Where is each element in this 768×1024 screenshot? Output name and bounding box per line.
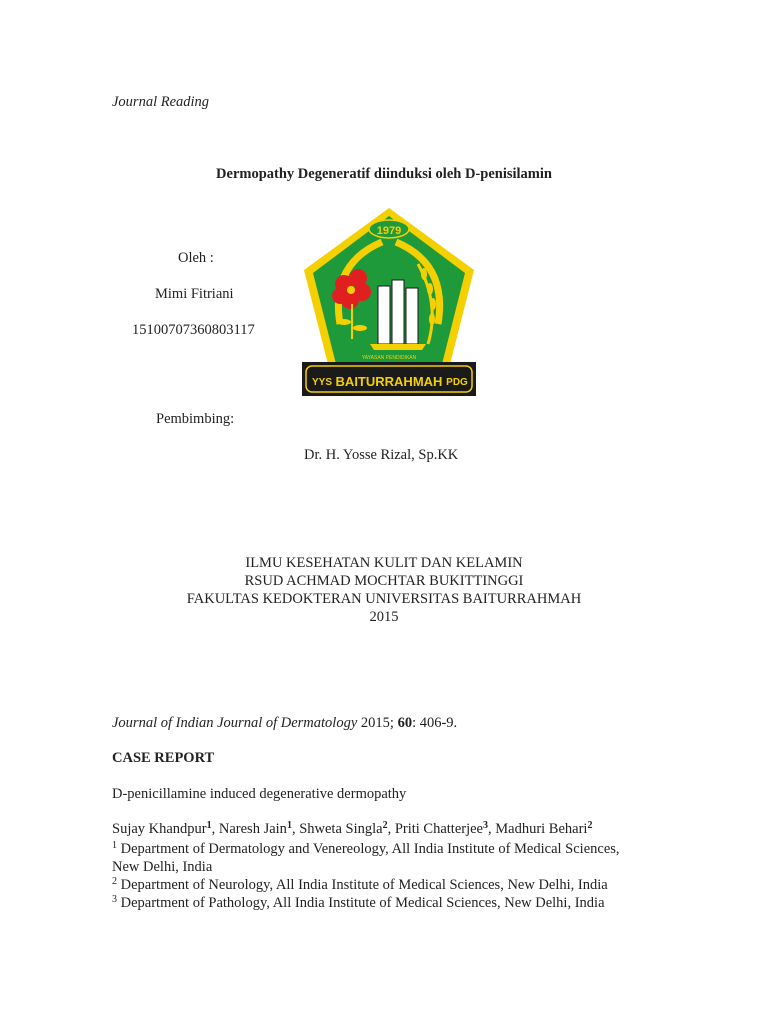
document-title: Dermopathy Degeneratif diinduksi oleh D-penisilamin (216, 166, 552, 182)
logo-books-icon (370, 280, 426, 350)
author-item: Madhuri Behari$^2$ (495, 820, 593, 837)
affiliation-2: $^2$ Department of Neurology, All India Institute of Medical Sciences, New Delhi, India (112, 876, 608, 893)
citation-year: 2015; (357, 715, 398, 731)
institution-year: 2015 (369, 609, 399, 625)
student-id: 15100707360803117 (132, 322, 255, 338)
author-list (112, 821, 592, 838)
case-report-heading: CASE REPORT (112, 750, 215, 766)
author-item: Shweta Singla$^2$, (299, 820, 395, 837)
author-name: Mimi Fitriani (155, 286, 234, 302)
institution-line-1: ILMU KESEHATAN KULIT DAN KELAMIN (245, 555, 523, 571)
author-item: Sujay Khandpur$^1$, (112, 820, 219, 837)
citation-pages: : 406-9. (412, 715, 458, 731)
institution-line-3: FAKULTAS KEDOKTERAN UNIVERSITAS BAITURRAHMAH (186, 591, 582, 607)
journal-reading-label: Journal Reading (112, 94, 210, 110)
supervisor-name: Dr. H. Yosse Rizal, Sp.KK (304, 447, 459, 463)
article-title: D-penicillamine induced degenerative dermopathy (112, 786, 407, 802)
baiturrahmah-logo (300, 204, 478, 402)
author-item: Priti Chatterjee$^3$, (394, 820, 496, 837)
citation-journal: Journal of Indian Journal of Dermatology (112, 715, 358, 731)
author-item: Naresh Jain$^1$, (218, 820, 300, 837)
institution-line-2: RSUD ACHMAD MOCHTAR BUKITTINGGI (244, 573, 524, 589)
logo-banner-left: YYS (311, 377, 333, 388)
logo-banner-right: PDG (446, 377, 468, 388)
affiliation-3: $^3$ Department of Pathology, All India Institute of Medical Sciences, New Delhi, India (112, 894, 605, 911)
supervisor-label: Pembimbing: (156, 411, 235, 427)
journal-citation (112, 715, 457, 732)
logo-year: 1979 (376, 225, 402, 237)
logo-ribbon-text: YAYASAN PENDIDIKAN (361, 355, 417, 361)
by-label: Oleh : (178, 250, 214, 266)
citation-volume: 60 (397, 715, 413, 731)
logo-banner-center: BAITURRAHMAH (335, 374, 443, 389)
affiliation-1: $^1$ Department of Dermatology and Venereology, All India Institute of Medical Sciences, New Delhi, India (112, 840, 620, 875)
